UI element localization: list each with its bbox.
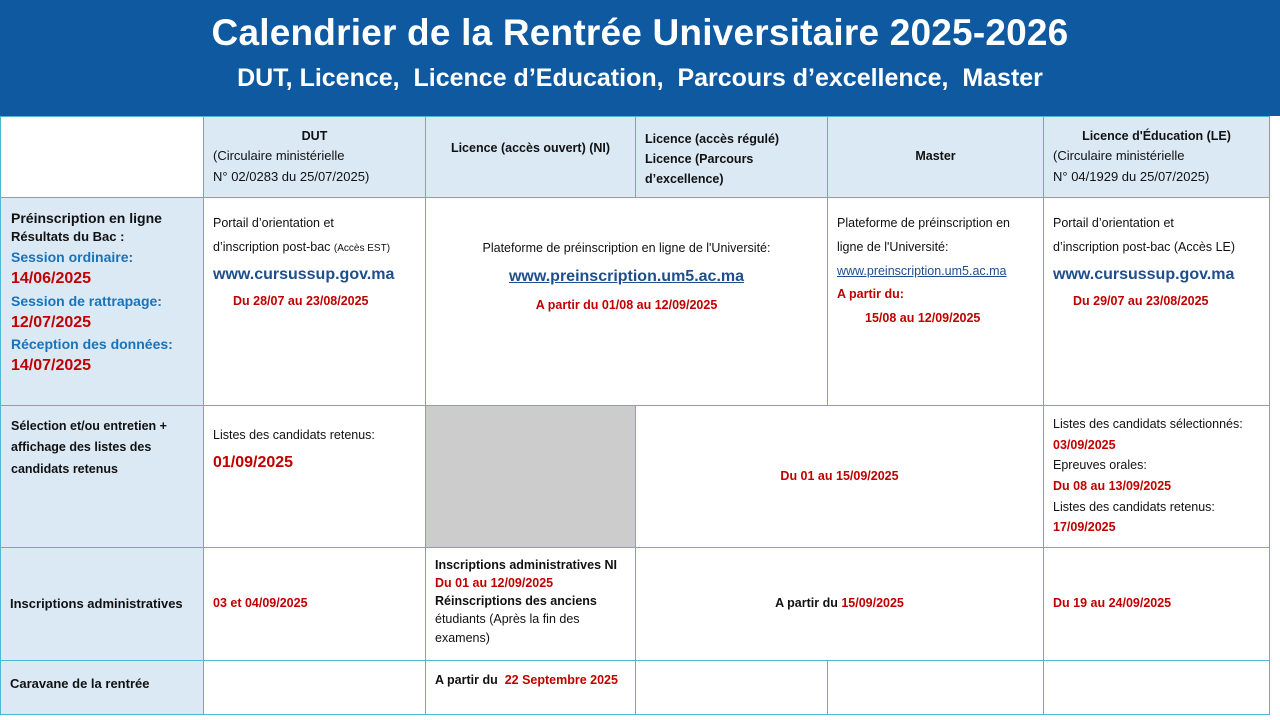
inscriptions-licence-ouvert — [425, 547, 636, 661]
column-note: (Circulaire ministérielle — [1053, 148, 1185, 164]
selection-le — [1043, 405, 1270, 548]
row-label-title: Caravane de la rentrée — [10, 676, 150, 692]
row-label-preinscription — [0, 197, 204, 406]
preinscription-master — [827, 197, 1044, 406]
column-note: (Circulaire ministérielle — [213, 148, 345, 164]
master-from-label: A partir du: — [837, 287, 904, 302]
column-title-licence-ouvert: Licence (accès ouvert) (NI) — [450, 141, 611, 156]
licence-dates: A partir du 01/08 au 12/09/2025 — [535, 298, 718, 312]
row-label-line: affichage des listes des — [11, 440, 152, 455]
selection-dut — [203, 405, 426, 548]
selection-dates: Du 01 au 15/09/2025 — [780, 468, 899, 483]
page-subtitle: DUT, Licence, Licence d’Education, Parcours d’excellence, Master — [237, 64, 1043, 92]
le-selection-label: Listes des candidats sélectionnés: — [1053, 417, 1243, 431]
inscriptions-dut — [203, 547, 426, 661]
row-label-caravane — [0, 660, 204, 715]
le-oral-label: Epreuves orales: — [1053, 458, 1147, 473]
le-retained-date: 17/09/2025 — [1053, 520, 1116, 535]
column-title-master: Master — [915, 149, 956, 164]
column-title-line: Licence (accès régulé) — [645, 132, 780, 146]
le-oral-dates: Du 08 au 13/09/2025 — [1053, 478, 1172, 493]
corner-cell — [0, 116, 204, 198]
dut-list-date: 01/09/2025 — [213, 453, 294, 471]
column-title-le: Licence d'Éducation (LE) — [1082, 129, 1231, 143]
column-header-licence-regule — [635, 116, 828, 198]
inscriptions-regule-master — [635, 547, 1044, 661]
column-header-licence-ouvert — [425, 116, 636, 198]
row-label-title: Préinscription en ligne — [11, 210, 162, 226]
column-title-line: Licence (Parcours — [645, 152, 754, 166]
row-label-line: candidats retenus — [11, 461, 118, 476]
bac-results-label: Résultats du Bac : — [11, 229, 125, 245]
le-inscription-dates: Du 19 au 24/09/2025 — [1053, 596, 1172, 611]
reinscription-line: étudiants (Après la fin des — [435, 612, 580, 627]
session-rattrapage-label: Session de rattrapage: — [11, 292, 162, 309]
le-dates: Du 29/07 au 23/08/2025 — [1073, 293, 1209, 308]
le-retained-label: Listes des candidats retenus: — [1053, 499, 1215, 514]
master-platform-line: ligne de l'Université: — [837, 239, 949, 254]
row-label-selection — [0, 405, 204, 548]
from-date: 15/09/2025 — [841, 596, 904, 611]
dut-portal-line: d’inscription post-bac — [213, 239, 331, 254]
row-label-line: Sélection et/ou entretien + — [11, 419, 167, 433]
preinscription-dut — [203, 197, 426, 406]
dut-list-label: Listes des candidats retenus: — [213, 428, 375, 442]
selection-licence-master — [635, 405, 1044, 548]
column-title-dut: DUT — [301, 129, 328, 143]
page-title: Calendrier de la Rentrée Universitaire 2025-2026 — [211, 12, 1069, 53]
ni-inscription-label: Inscriptions administratives NI — [435, 558, 617, 572]
row-label-title: Inscriptions administratives — [10, 595, 183, 611]
le-url-link[interactable]: www.cursussup.gov.ma — [1053, 265, 1235, 283]
reinscription-line: Réinscriptions des anciens — [435, 594, 597, 609]
dut-url-link[interactable]: www.cursussup.gov.ma — [213, 265, 395, 283]
reception-date: 14/07/2025 — [11, 357, 92, 375]
inscriptions-le — [1043, 547, 1270, 661]
selection-licence-ouvert-na — [425, 405, 636, 548]
dut-dates: Du 28/07 au 23/08/2025 — [233, 293, 369, 308]
header-banner — [0, 0, 1280, 116]
caravane-from-label: A partir du — [435, 672, 505, 687]
preinscription-le — [1043, 197, 1270, 406]
caravane-master — [827, 660, 1044, 715]
preinscription-licence — [425, 197, 828, 406]
le-portal-line: d’inscription post-bac (Accès LE) — [1053, 239, 1236, 254]
column-header-licence-education — [1043, 116, 1270, 198]
master-dates: 15/08 au 12/09/2025 — [865, 311, 981, 325]
session-rattrapage-date: 12/07/2025 — [11, 313, 92, 331]
licence-platform-line: Plateforme de préinscription en ligne de l'Université: — [482, 241, 771, 255]
caravane-licence-ouvert — [425, 660, 636, 715]
session-ordinaire-date: 14/06/2025 — [11, 270, 92, 288]
reinscription-line: examens) — [435, 630, 490, 645]
caravane-le — [1043, 660, 1270, 715]
column-note: N° 04/1929 du 25/07/2025) — [1053, 168, 1210, 184]
dut-portal-line: Portail d’orientation et — [213, 216, 334, 230]
caravane-date: 22 Septembre 2025 — [504, 672, 618, 687]
column-title-line: d’excellence) — [645, 172, 724, 186]
session-ordinaire-label: Session ordinaire: — [11, 249, 134, 266]
row-label-inscriptions — [0, 547, 204, 661]
master-platform-line: Plateforme de préinscription en — [837, 216, 1011, 230]
le-portal-line: Portail d’orientation et — [1053, 216, 1174, 230]
column-note: N° 02/0283 du 25/07/2025) — [213, 168, 370, 184]
dut-access-note: (Accès EST) — [333, 242, 391, 254]
column-header-master — [827, 116, 1044, 198]
master-url-link[interactable]: www.preinscription.um5.ac.ma — [837, 263, 1007, 278]
column-header-dut — [203, 116, 426, 198]
dut-inscription-dates: 03 et 04/09/2025 — [213, 596, 308, 611]
le-selection-date: 03/09/2025 — [1053, 437, 1116, 452]
reception-label: Réception des données: — [11, 336, 173, 353]
licence-url-link[interactable]: www.preinscription.um5.ac.ma — [508, 268, 745, 285]
caravane-dut — [203, 660, 426, 715]
caravane-licence-regule — [635, 660, 828, 715]
ni-inscription-dates: Du 01 au 12/09/2025 — [435, 576, 554, 591]
from-label: A partir du — [775, 596, 842, 611]
